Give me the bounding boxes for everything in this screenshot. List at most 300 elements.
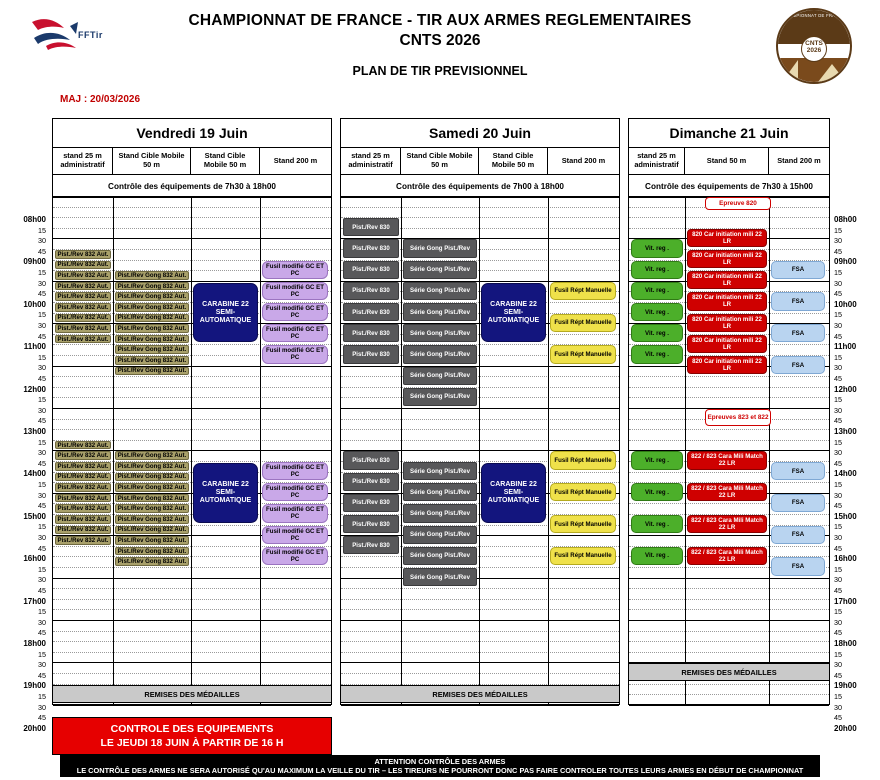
time-label-quarter: 45	[834, 501, 842, 511]
time-label-quarter: 15	[834, 225, 842, 235]
schedule-event[interactable]: 820 Car initiation mili 22 LR	[687, 314, 767, 332]
grid-line	[629, 376, 829, 377]
schedule-event[interactable]: Pist./Rev Gong 832 Aut.	[115, 451, 189, 460]
page-subtitle: CNTS 2026	[399, 32, 481, 49]
schedule-event[interactable]: 822 / 823 Cara Mili Match 22 LR	[687, 451, 767, 469]
schedule-event[interactable]: Pist./Rev 832 Aut.	[55, 292, 111, 301]
grid-divider	[548, 196, 549, 704]
schedule-event[interactable]: 820 Car initiation mili 22 LR	[687, 250, 767, 268]
grid-line	[53, 238, 331, 239]
time-label-hour: 11h00	[23, 342, 46, 352]
schedule-event[interactable]: Série Gong Pist./Rev	[403, 568, 477, 586]
schedule-event[interactable]: Fusil modifié GC ET PC	[262, 282, 328, 300]
grid-line	[629, 694, 829, 695]
schedule-event[interactable]: 822 / 823 Cara Mili Match 22 LR	[687, 515, 767, 533]
schedule-event[interactable]: Vit. reg .	[631, 451, 683, 469]
schedule-event[interactable]: Série Gong Pist./Rev	[403, 261, 477, 279]
schedule-event[interactable]: Fusil modifié GC ET PC	[262, 303, 328, 321]
schedule-event[interactable]: Fusil modifié GC ET PC	[262, 324, 328, 342]
schedule-event[interactable]: Pist./Rev 832 Aut.	[55, 504, 111, 513]
time-label-quarter: 45	[834, 458, 842, 468]
schedule-event[interactable]: Pist./Rev 832 Aut.	[55, 271, 111, 280]
schedule-event[interactable]: Pist./Rev 830	[343, 536, 399, 554]
grid-line	[53, 217, 331, 218]
schedule-event[interactable]: Série Gong Pist./Rev	[403, 324, 477, 342]
schedule-event[interactable]: Pist./Rev Gong 832 Aut.	[115, 324, 189, 333]
time-label-quarter: 15	[834, 395, 842, 405]
time-label-quarter: 15	[38, 564, 46, 574]
time-label-quarter: 15	[834, 607, 842, 617]
time-label-quarter: 15	[38, 268, 46, 277]
time-label-quarter: 15	[834, 649, 842, 659]
schedule-event[interactable]: FSA	[771, 494, 825, 512]
grid-line	[629, 599, 829, 600]
grid-line	[341, 588, 619, 589]
time-label-quarter: 30	[38, 278, 46, 288]
time-label-quarter: 45	[38, 628, 46, 638]
stand-header-50m: Stand 50 m	[685, 148, 769, 174]
grid-line	[341, 408, 619, 409]
stand-header-cm: Stand Cible Mobile 50 m	[191, 148, 260, 174]
time-label-hour: 09h00	[834, 257, 857, 267]
grid-line	[341, 196, 619, 197]
schedule-event[interactable]: Pist./Rev 830	[343, 324, 399, 342]
time-label-hour: 10h00	[834, 299, 857, 309]
grid-divider	[113, 196, 114, 704]
schedule-event[interactable]: Pist./Rev 832 Aut.	[55, 451, 111, 460]
time-label-quarter: 15	[38, 352, 46, 362]
day-title-vendredi: Vendredi 19 Juin	[53, 119, 331, 148]
schedule-event[interactable]: Série Gong Pist./Rev	[403, 462, 477, 480]
control-row-samedi: Contrôle des équipements de 7h00 à 18h00	[341, 175, 619, 198]
schedule-event[interactable]: FSA	[771, 292, 825, 310]
schedule-event[interactable]: 820 Car initiation mili 22 LR	[687, 356, 767, 374]
time-label-quarter: 30	[38, 660, 46, 670]
grid-line	[629, 387, 829, 388]
schedule-event[interactable]: Pist./Rev Gong 832 Aut.	[115, 536, 189, 545]
schedule-event[interactable]: Pist./Rev 830	[343, 218, 399, 236]
grid-line	[53, 588, 331, 589]
grid-line	[341, 631, 619, 632]
time-label-quarter: 45	[38, 586, 46, 595]
schedule-event[interactable]: Fusil Répt Manuelle	[550, 314, 616, 332]
schedule-event[interactable]: 820 Car initiation mili 22 LR	[687, 292, 767, 310]
grid-line	[53, 652, 331, 653]
cnts-logo	[776, 8, 852, 84]
grid-line	[629, 620, 829, 621]
schedule-event[interactable]: Pist./Rev Gong 832 Aut.	[115, 526, 189, 535]
schedule-event[interactable]: Pist./Rev Gong 832 Aut.	[115, 314, 189, 323]
day-subheader-vendredi	[53, 148, 331, 175]
grid-divider	[401, 196, 402, 704]
time-label-quarter: 15	[38, 310, 46, 320]
grid-line	[53, 631, 331, 632]
grid-line	[341, 419, 619, 420]
time-label-quarter: 15	[834, 692, 842, 701]
schedule-event[interactable]: Pist./Rev 832 Aut.	[55, 282, 111, 291]
grid-divider	[479, 196, 480, 704]
time-label-quarter: 45	[834, 246, 842, 256]
grid-dimanche	[629, 196, 829, 704]
cnts-logo-top-text: CHAMPIONNAT DE FRANCE	[782, 13, 846, 18]
schedule-event[interactable]: Fusil Répt Manuelle	[550, 483, 616, 501]
time-label-quarter: 30	[834, 278, 842, 288]
time-label-quarter: 45	[38, 713, 46, 723]
grid-line	[53, 609, 331, 610]
schedule-event[interactable]: Pist./Rev Gong 832 Aut.	[115, 557, 189, 566]
schedule-event[interactable]: Fusil Répt Manuelle	[550, 345, 616, 363]
schedule-event[interactable]: CARABINE 22 SEMI-AUTOMATIQUE	[481, 463, 546, 523]
schedule-event[interactable]: Pist./Rev 830	[343, 451, 399, 469]
stand-header-mobile50: Stand Cible Mobile 50 m	[401, 148, 479, 174]
time-label-quarter: 15	[834, 268, 842, 277]
time-label-quarter: 30	[834, 363, 842, 373]
schedule-event[interactable]: Pist./Rev 832 Aut.	[55, 324, 111, 333]
time-label-hour: 15h00	[834, 511, 857, 521]
control-row-dimanche: Contrôle des équipements de 7h30 à 15h00	[629, 175, 829, 198]
schedule-event[interactable]: FSA	[771, 324, 825, 342]
time-label-quarter: 45	[38, 458, 46, 468]
schedule-event[interactable]: Fusil modifié GC ET PC	[262, 483, 328, 501]
stand-header-cm: Stand Cible Mobile 50 m	[479, 148, 548, 174]
day-title-samedi: Samedi 20 Juin	[341, 119, 619, 148]
grid-line	[341, 620, 619, 621]
time-label-quarter: 30	[834, 321, 842, 330]
schedule-event[interactable]: Fusil Répt Manuelle	[550, 451, 616, 469]
time-label-hour: 19h00	[834, 681, 857, 691]
time-label-quarter: 45	[834, 628, 842, 638]
grid-line	[629, 397, 829, 398]
grid-line	[53, 408, 331, 409]
time-label-quarter: 15	[38, 692, 46, 701]
control-row-vendredi: Contrôle des équipements de 7h30 à 18h00	[53, 175, 331, 198]
grid-vendredi	[53, 196, 331, 704]
grid-line	[341, 599, 619, 600]
time-label-quarter: 45	[38, 670, 46, 680]
grid-line	[341, 387, 619, 388]
schedule-event[interactable]: Pist./Rev Gong 832 Aut.	[115, 504, 189, 513]
time-label-quarter: 45	[38, 289, 46, 299]
schedule-event[interactable]: Série Gong Pist./Rev	[403, 483, 477, 501]
schedule-event[interactable]: Pist./Rev 832 Aut.	[55, 515, 111, 524]
time-label-hour: 09h00	[23, 257, 46, 267]
schedule-event[interactable]: Pist./Rev 830	[343, 494, 399, 512]
time-label-hour: 20h00	[23, 723, 46, 733]
grid-samedi	[341, 196, 619, 704]
schedule-event[interactable]: Pist./Rev Gong 832 Aut.	[115, 367, 189, 376]
time-label-quarter: 45	[834, 416, 842, 426]
grid-line	[53, 705, 331, 706]
equipment-control-line1: CONTROLE DES EQUIPEMENTS	[110, 722, 274, 735]
schedule-event[interactable]: CARABINE 22 SEMI-AUTOMATIQUE	[193, 463, 258, 523]
grid-line	[629, 429, 829, 430]
grid-line	[629, 705, 829, 706]
grid-line	[341, 366, 619, 367]
schedule-event[interactable]: Vit. reg .	[631, 515, 683, 533]
time-label-quarter: 30	[38, 617, 46, 627]
time-label-quarter: 30	[38, 575, 46, 585]
page-header	[0, 0, 880, 110]
schedule-event[interactable]: FSA	[771, 356, 825, 374]
schedule-event[interactable]: FSA	[771, 261, 825, 279]
grid-line	[341, 397, 619, 398]
footer-warning	[60, 755, 820, 777]
time-label-hour: 20h00	[834, 723, 857, 733]
schedule-event[interactable]: Pist./Rev 832 Aut.	[55, 314, 111, 323]
schedule-event[interactable]: Pist./Rev 832 Aut.	[55, 250, 111, 259]
schedule-event[interactable]: Pist./Rev 830	[343, 303, 399, 321]
time-label-hour: 18h00	[23, 639, 46, 648]
schedule-event[interactable]: Série Gong Pist./Rev	[403, 526, 477, 544]
schedule-event[interactable]: Pist./Rev Gong 832 Aut.	[115, 483, 189, 492]
time-label-quarter: 45	[38, 374, 46, 383]
schedule-event[interactable]: Pist./Rev 832 Aut.	[55, 473, 111, 482]
cnts-logo-center-text: CNTS 2026	[801, 36, 827, 62]
time-label-quarter: 45	[834, 289, 842, 299]
update-date: MAJ : 20/03/2026	[60, 94, 141, 105]
grid-line	[53, 207, 331, 208]
schedule-event[interactable]: Série Gong Pist./Rev	[403, 367, 477, 385]
grid-line	[341, 429, 619, 430]
schedule-event[interactable]: Vit. reg .	[631, 324, 683, 342]
time-label-quarter: 30	[38, 533, 46, 542]
grid-line	[53, 620, 331, 621]
schedule-event[interactable]: Pist./Rev 830	[343, 239, 399, 257]
grid-line	[53, 366, 331, 367]
stand-header-200m: Stand 200 m	[561, 155, 606, 165]
time-label-quarter: 45	[38, 543, 46, 553]
grid-line	[53, 599, 331, 600]
schedule-event[interactable]: Pist./Rev 830	[343, 473, 399, 491]
schedule-event[interactable]: Pist./Rev Gong 832 Aut.	[115, 292, 189, 301]
time-label-quarter: 30	[834, 405, 842, 415]
schedule-event[interactable]: Fusil Répt Manuelle	[550, 547, 616, 565]
medal-bar-vendredi: REMISES DES MÉDAILLES	[52, 685, 332, 703]
schedule-event[interactable]: 820 Car initiation mili 22 LR	[687, 335, 767, 353]
day-subheader-dimanche	[629, 148, 829, 175]
time-label-quarter: 30	[38, 490, 46, 500]
grid-divider	[191, 196, 192, 704]
schedule-event[interactable]: Fusil modifié GC ET PC	[262, 526, 328, 544]
grid-divider	[260, 196, 261, 704]
schedule-event[interactable]: Pist./Rev Gong 832 Aut.	[115, 335, 189, 344]
time-label-quarter: 30	[834, 448, 842, 458]
schedule-event[interactable]: Fusil Répt Manuelle	[550, 282, 616, 300]
grid-line	[53, 196, 331, 197]
time-label-quarter: 15	[834, 564, 842, 574]
schedule-event[interactable]: CARABINE 22 SEMI-AUTOMATIQUE	[193, 283, 258, 343]
time-label-quarter: 45	[834, 543, 842, 553]
time-label-quarter: 45	[834, 713, 842, 723]
grid-line	[341, 567, 619, 568]
schedule-event[interactable]: 820 Car initiation mili 22 LR	[687, 229, 767, 247]
grid-line	[341, 705, 619, 706]
schedule-event[interactable]: Fusil modifié GC ET PC	[262, 504, 328, 522]
schedule-event[interactable]: Pist./Rev 832 Aut.	[55, 536, 111, 545]
time-label-quarter: 30	[38, 405, 46, 415]
time-label-quarter: 15	[38, 395, 46, 405]
fftir-logo	[26, 12, 126, 58]
schedule-event[interactable]: Vit. reg .	[631, 345, 683, 363]
time-label-hour: 16h00	[23, 554, 46, 564]
time-label-hour: 12h00	[23, 384, 46, 394]
schedule-event[interactable]: Série Gong Pist./Rev	[403, 388, 477, 406]
time-label-quarter: 15	[38, 480, 46, 489]
day-subheader-samedi	[341, 148, 619, 175]
schedule-event[interactable]: Pist./Rev 832 Aut.	[55, 261, 111, 270]
schedule-event[interactable]: Pist./Rev 830	[343, 282, 399, 300]
grid-line	[341, 673, 619, 674]
mountain-icon	[782, 60, 798, 82]
schedule-event[interactable]: Fusil modifié GC ET PC	[262, 345, 328, 363]
schedule-event[interactable]: Pist./Rev Gong 832 Aut.	[115, 515, 189, 524]
time-label-hour: 19h00	[23, 681, 46, 691]
grid-line	[53, 641, 331, 642]
schedule-event[interactable]: Pist./Rev 830	[343, 345, 399, 363]
grid-line	[629, 609, 829, 610]
time-label-quarter: 15	[834, 437, 842, 447]
schedule-event[interactable]: Pist./Rev 832 Aut.	[55, 441, 111, 450]
time-label-quarter: 30	[834, 617, 842, 627]
schedule-event[interactable]: Pist./Rev 832 Aut.	[55, 494, 111, 503]
time-label-hour: 14h00	[834, 469, 857, 479]
schedule-event[interactable]: Pist./Rev 830	[343, 515, 399, 533]
grid-line	[53, 419, 331, 420]
schedule-event[interactable]: Pist./Rev Gong 832 Aut.	[115, 271, 189, 280]
grid-line	[53, 397, 331, 398]
schedule-event[interactable]: Pist./Rev Gong 832 Aut.	[115, 282, 189, 291]
schedule-event[interactable]: 822 / 823 Cara Mili Match 22 LR	[687, 483, 767, 501]
grid-line	[629, 588, 829, 589]
schedule-event[interactable]: Epreuves 823 et 822	[705, 409, 771, 426]
schedule-event[interactable]: Pist./Rev Gong 832 Aut.	[115, 494, 189, 503]
schedule-event[interactable]: Fusil Répt Manuelle	[550, 515, 616, 533]
time-label-quarter: 15	[38, 437, 46, 447]
grid-line	[629, 217, 829, 218]
schedule-event[interactable]: Vit. reg .	[631, 282, 683, 300]
time-label-quarter: 30	[834, 236, 842, 246]
schedule-event[interactable]: Vit. reg .	[631, 547, 683, 565]
grid-line	[53, 567, 331, 568]
day-column-vendredi	[52, 118, 332, 705]
fftir-logo-icon	[26, 12, 126, 58]
day-title-dimanche: Dimanche 21 Juin	[629, 119, 829, 148]
grid-line	[53, 578, 331, 579]
schedule-event[interactable]: Série Gong Pist./Rev	[403, 282, 477, 300]
schedule-event[interactable]: 822 / 823 Cara Mili Match 22 LR	[687, 547, 767, 565]
grid-line	[53, 662, 331, 663]
time-label-quarter: 30	[38, 448, 46, 458]
schedule-event[interactable]: Vit. reg .	[631, 303, 683, 321]
time-label-quarter: 30	[38, 702, 46, 712]
time-label-hour: 12h00	[834, 384, 857, 394]
time-label-quarter: 45	[38, 416, 46, 426]
time-label-quarter: 45	[38, 246, 46, 256]
schedule-event[interactable]: CARABINE 22 SEMI-AUTOMATIQUE	[481, 283, 546, 343]
footer-line2: LE CONTRÔLE DES ARMES NE SERA AUTORISÉ QU'AU MAXIMUM LA VEILLE DU TIR – LES TIREURS NE POURRONT DONC PAS FAIRE CONTROLER TOUTES LEURS ARMES EN DÉBUT DE CHAMPIONNAT	[76, 766, 804, 776]
time-label-quarter: 45	[38, 331, 46, 341]
time-label-quarter: 30	[38, 363, 46, 373]
time-label-quarter: 15	[834, 352, 842, 362]
time-label-quarter: 15	[38, 522, 46, 532]
grid-divider	[769, 196, 770, 704]
time-label-quarter: 30	[834, 660, 842, 670]
schedule-event[interactable]: 820 Car initiation mili 22 LR	[687, 271, 767, 289]
grid-line	[629, 440, 829, 441]
schedule-event[interactable]: FSA	[771, 526, 825, 544]
time-label-hour: 15h00	[23, 511, 46, 521]
schedule-event[interactable]: Vit. reg .	[631, 483, 683, 501]
schedule-event[interactable]: Pist./Rev Gong 832 Aut.	[115, 473, 189, 482]
schedule-event[interactable]: Pist./Rev 832 Aut.	[55, 303, 111, 312]
shooting-plan-sheet	[0, 110, 880, 780]
time-label-quarter: 15	[834, 310, 842, 320]
grid-line	[629, 578, 829, 579]
grid-line	[341, 440, 619, 441]
fftir-logo-text: FFTir	[78, 30, 103, 40]
schedule-event[interactable]: Fusil modifié GC ET PC	[262, 261, 328, 279]
time-label-hour: 14h00	[23, 469, 46, 479]
stand-header-200m: Stand 200 m	[777, 155, 821, 165]
grid-line	[341, 376, 619, 377]
time-label-hour: 11h00	[834, 342, 857, 352]
schedule-event[interactable]: Pist./Rev 832 Aut.	[55, 483, 111, 492]
stand-header-25m: stand 25 m administratif	[341, 148, 401, 174]
schedule-event[interactable]: Série Gong Pist./Rev	[403, 345, 477, 363]
schedule-event[interactable]: FSA	[771, 462, 825, 480]
time-label-hour: 08h00	[23, 215, 46, 224]
grid-line	[629, 631, 829, 632]
schedule-event[interactable]: Vit. reg .	[631, 261, 683, 279]
page-section-title: PLAN DE TIR PREVISIONNEL	[352, 64, 528, 78]
time-label-quarter: 30	[834, 533, 842, 542]
time-label-hour: 16h00	[834, 554, 857, 564]
schedule-event[interactable]: Pist./Rev 830	[343, 261, 399, 279]
schedule-event[interactable]: Pist./Rev Gong 832 Aut.	[115, 345, 189, 354]
schedule-event[interactable]: Vit. reg .	[631, 239, 683, 257]
schedule-event[interactable]: FSA	[771, 557, 825, 575]
schedule-event[interactable]: Série Gong Pist./Rev	[403, 239, 477, 257]
grid-line	[629, 652, 829, 653]
time-label-quarter: 30	[834, 575, 842, 585]
grid-line	[341, 641, 619, 642]
time-label-quarter: 15	[38, 649, 46, 659]
schedule-event[interactable]: Pist./Rev 832 Aut.	[55, 462, 111, 471]
schedule-event[interactable]: Pist./Rev Gong 832 Aut.	[115, 356, 189, 365]
schedule-event[interactable]: Série Gong Pist./Rev	[403, 504, 477, 522]
time-label-quarter: 45	[834, 670, 842, 680]
schedule-event[interactable]: Pist./Rev Gong 832 Aut.	[115, 303, 189, 312]
schedule-event[interactable]: Fusil modifié GC ET PC	[262, 547, 328, 565]
grid-line	[341, 652, 619, 653]
schedule-event[interactable]: Pist./Rev 832 Aut.	[55, 335, 111, 344]
time-label-quarter: 30	[38, 236, 46, 246]
schedule-event[interactable]: Pist./Rev 832 Aut.	[55, 526, 111, 535]
schedule-event[interactable]: Série Gong Pist./Rev	[403, 547, 477, 565]
grid-line	[629, 641, 829, 642]
grid-divider	[685, 196, 686, 704]
day-column-samedi	[340, 118, 620, 705]
schedule-event[interactable]: Fusil modifié GC ET PC	[262, 462, 328, 480]
grid-line	[341, 609, 619, 610]
schedule-event[interactable]: Série Gong Pist./Rev	[403, 303, 477, 321]
grid-line	[341, 578, 619, 579]
grid-line	[341, 662, 619, 663]
schedule-event[interactable]: Pist./Rev Gong 832 Aut.	[115, 547, 189, 556]
schedule-event[interactable]: Epreuve 820	[705, 197, 771, 210]
time-label-hour: 18h00	[834, 639, 857, 648]
schedule-event[interactable]: Pist./Rev Gong 832 Aut.	[115, 462, 189, 471]
